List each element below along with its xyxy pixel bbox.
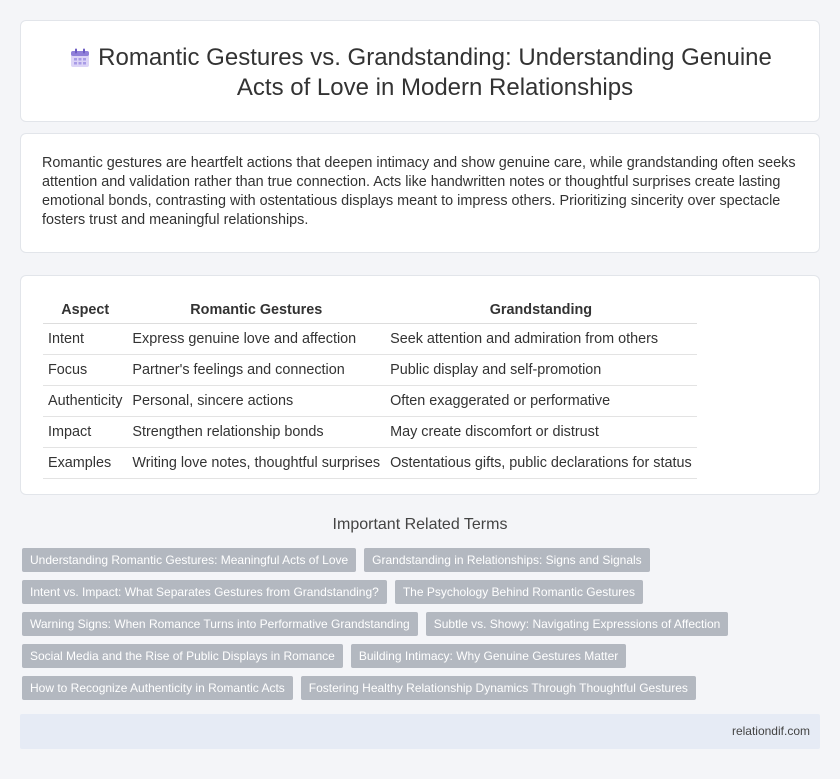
table-row bbox=[43, 447, 697, 478]
table-row bbox=[43, 354, 697, 385]
page-title: Romantic Gestures vs. Grandstanding: Understanding Genuine Acts of Love in Modern Relationships bbox=[98, 44, 772, 101]
table-cell: Ostentatious gifts, public declarations for status bbox=[385, 447, 697, 478]
related-term-link[interactable]: Intent vs. Impact: What Separates Gestures from Grandstanding? bbox=[22, 580, 387, 604]
table-cell: Writing love notes, thoughtful surprises bbox=[127, 447, 385, 478]
related-term-link[interactable]: How to Recognize Authenticity in Romantic Acts bbox=[22, 676, 293, 700]
table-cell: Partner's feelings and connection bbox=[127, 354, 385, 385]
table-cell: Seek attention and admiration from others bbox=[385, 323, 697, 354]
related-term-link[interactable]: The Psychology Behind Romantic Gestures bbox=[395, 580, 643, 604]
table-cell: Examples bbox=[43, 447, 127, 478]
related-term-link[interactable]: Fostering Healthy Relationship Dynamics Through Thoughtful Gestures bbox=[301, 676, 696, 700]
table-header-row bbox=[43, 296, 697, 323]
related-term-link[interactable]: Subtle vs. Showy: Navigating Expressions of Affection bbox=[426, 612, 729, 636]
table-cell: Strengthen relationship bonds bbox=[127, 416, 385, 447]
table-cell: Express genuine love and affection bbox=[127, 323, 385, 354]
related-term-link[interactable]: Social Media and the Rise of Public Displays in Romance bbox=[22, 644, 343, 668]
table-cell: Focus bbox=[43, 354, 127, 385]
table-row bbox=[43, 323, 697, 354]
site-name[interactable]: relationdif.com bbox=[731, 724, 810, 738]
table-cell: Authenticity bbox=[43, 385, 127, 416]
related-term-link[interactable]: Warning Signs: When Romance Turns into Performative Grandstanding bbox=[22, 612, 418, 636]
related-terms-list bbox=[22, 548, 812, 700]
table-cell: Personal, sincere actions bbox=[127, 385, 385, 416]
table-cell: Public display and self-promotion bbox=[385, 354, 697, 385]
table-cell: Impact bbox=[43, 416, 127, 447]
intro-card bbox=[20, 133, 820, 253]
footer bbox=[20, 714, 820, 749]
related-term-link[interactable]: Building Intimacy: Why Genuine Gestures Matter bbox=[351, 644, 626, 668]
table-row bbox=[43, 416, 697, 447]
table-cell: Often exaggerated or performative bbox=[385, 385, 697, 416]
related-term-link[interactable]: Understanding Romantic Gestures: Meaningful Acts of Love bbox=[22, 548, 356, 572]
header-grandstanding: Grandstanding bbox=[385, 296, 697, 323]
header-romantic-gestures: Romantic Gestures bbox=[127, 296, 385, 323]
table-cell: Intent bbox=[43, 323, 127, 354]
table-row bbox=[43, 385, 697, 416]
title-card bbox=[20, 20, 820, 122]
intro-paragraph: Romantic gestures are heartfelt actions that deepen intimacy and show genuine care, while grandstanding often seeks attention and validation rather than true connection. Acts like handwritten notes or thoughtful surprises create lasting emotional bonds, contrasting with ostentatious displays meant to impress others. Prioritizing sincerity over spectacle fosters trust and meaningful relationships. bbox=[42, 155, 796, 228]
comparison-card bbox=[20, 275, 820, 495]
table-cell: May create discomfort or distrust bbox=[385, 416, 697, 447]
comparison-table bbox=[43, 296, 697, 479]
related-term-link[interactable]: Grandstanding in Relationships: Signs and Signals bbox=[364, 548, 650, 572]
related-terms-heading: Important Related Terms bbox=[332, 516, 508, 533]
header-aspect: Aspect bbox=[43, 296, 127, 323]
